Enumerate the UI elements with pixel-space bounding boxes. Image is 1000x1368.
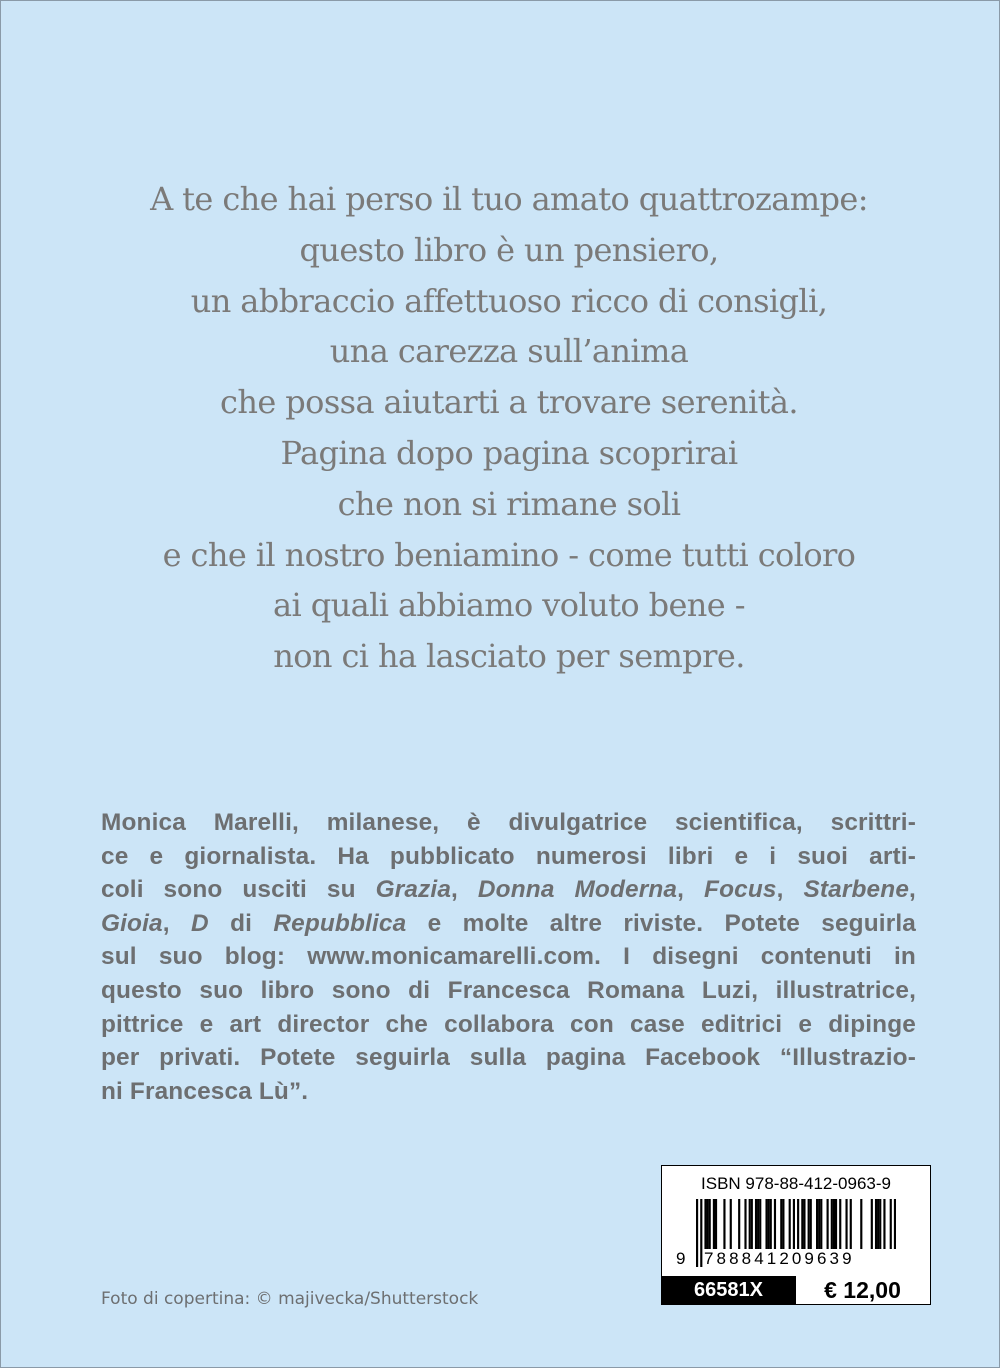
bio-text: e molte altre riviste. Potete seguirla [406,909,916,937]
blurb-line: non ci ha lasciato per sempre. [273,637,745,676]
barcode-bar [707,1199,709,1249]
magazine-title: Focus [704,876,777,904]
price: € 12,00 [795,1276,929,1304]
barcode-bar [803,1199,805,1249]
barcode-bar [845,1199,847,1249]
product-code: 66581X [662,1276,795,1304]
bio-line: ce e giornalista. Ha pubblicato numerosi libri e i suoi arti- [101,842,916,870]
bio-line: Monica Marelli, milanese, è divulgatrice scientifica, scrittri- [101,809,916,836]
barcode-bar [768,1199,770,1249]
barcode-bar [835,1199,837,1249]
magazine-title: Repubblica [273,909,407,937]
bio-text: , [451,876,478,904]
barcode-bar [820,1199,822,1249]
barcode-bar [759,1199,761,1249]
blurb-line: A te che hai perso il tuo amato quattrozampe: [150,180,868,218]
bio-line [101,873,916,907]
barcode-bar [879,1199,881,1249]
bio-line [101,907,916,941]
barcode-bar [850,1199,852,1249]
magazine-title: Gioia [101,909,163,937]
blurb-line: che possa aiutarti a trovare serenità. [220,383,798,422]
isbn-label: ISBN 978-88-412-0963-9 [701,1174,891,1193]
barcode-bar [883,1199,885,1249]
bio-text: , [776,876,804,904]
barcode-bar [751,1199,753,1249]
ean-first-digit: 9 [676,1249,686,1268]
magazine-title: Donna Moderna [477,876,678,904]
blurb-line: e che il nostro beniamino - come tutti coloro [162,535,856,574]
barcode-bar [713,1199,715,1249]
bio-text: , [677,876,705,904]
barcode-bar [749,1199,751,1249]
barcode-bar [816,1199,818,1249]
barcode-bar [780,1199,782,1249]
barcode-bar [875,1199,877,1249]
bio-text: di [208,909,274,937]
barcode-bar [877,1199,879,1249]
bio-line: questo suo libro sono di Francesca Romana Luzi, illustratrice, [101,976,916,1004]
barcode-bar [801,1199,803,1249]
barcode-bar [827,1199,829,1249]
barcode-bar [782,1199,784,1249]
barcode-bar [810,1199,812,1249]
isbn-barcode-box [661,1165,931,1305]
ean-digits: 788841209639 [704,1249,904,1269]
magazine-title: Grazia [375,876,452,904]
barcode-bar [833,1199,835,1249]
barcode-bar [808,1199,810,1249]
barcode-bar [871,1199,873,1249]
barcode-bar [818,1199,820,1249]
barcode-bar [755,1199,757,1249]
barcode-bar [839,1199,841,1249]
magazine-title: D [191,909,209,937]
bio-line: ni Francesca Lù”. [101,1077,309,1105]
barcode-bar [715,1199,717,1249]
bio-text: , [162,909,191,937]
bio-text: coli sono usciti su [101,876,376,904]
barcode-bar [709,1199,711,1249]
barcode-bar [730,1199,732,1249]
barcode-bar [774,1199,776,1249]
barcode-bar [770,1199,772,1249]
blurb-line: ai quali abbiamo voluto bene - [273,586,745,625]
photo-credit: Foto di copertina: © majivecka/Shutterstock [101,1289,479,1309]
blurb-text [61,174,957,682]
bio-line: sul suo blog: www.monicamarelli.com. I disegni contenuti in [101,943,916,971]
barcode-bar [696,1199,698,1267]
blurb-line: una carezza sull’anima [329,332,689,371]
magazine-title: Starbene [803,876,910,904]
blurb-line: questo libro è un pensiero, [299,230,719,269]
barcode-bar [700,1199,702,1267]
barcode-bar [831,1199,833,1249]
bio-line: per privati. Potete seguirla sulla pagina Facebook “Illustrazio- [101,1044,916,1072]
barcode-bar [738,1199,740,1249]
barcode-bar [704,1199,706,1249]
barcode-bar [723,1199,725,1249]
barcode-bar [860,1199,862,1249]
barcode-bar [744,1199,746,1249]
blurb-line: che non si rimane soli [337,484,681,523]
bio-text: , [909,876,916,904]
blurb-line: un abbraccio affettuoso ricco di consigli, [190,281,828,320]
barcode-bar [765,1199,767,1249]
barcode-bar [757,1199,759,1249]
author-bio [101,806,916,1108]
barcode-bar [789,1199,791,1249]
bio-line: pittrice e art director che collabora con case editrici e dipinge [101,1010,916,1038]
blurb-line: Pagina dopo pagina scoprirai [280,433,738,472]
